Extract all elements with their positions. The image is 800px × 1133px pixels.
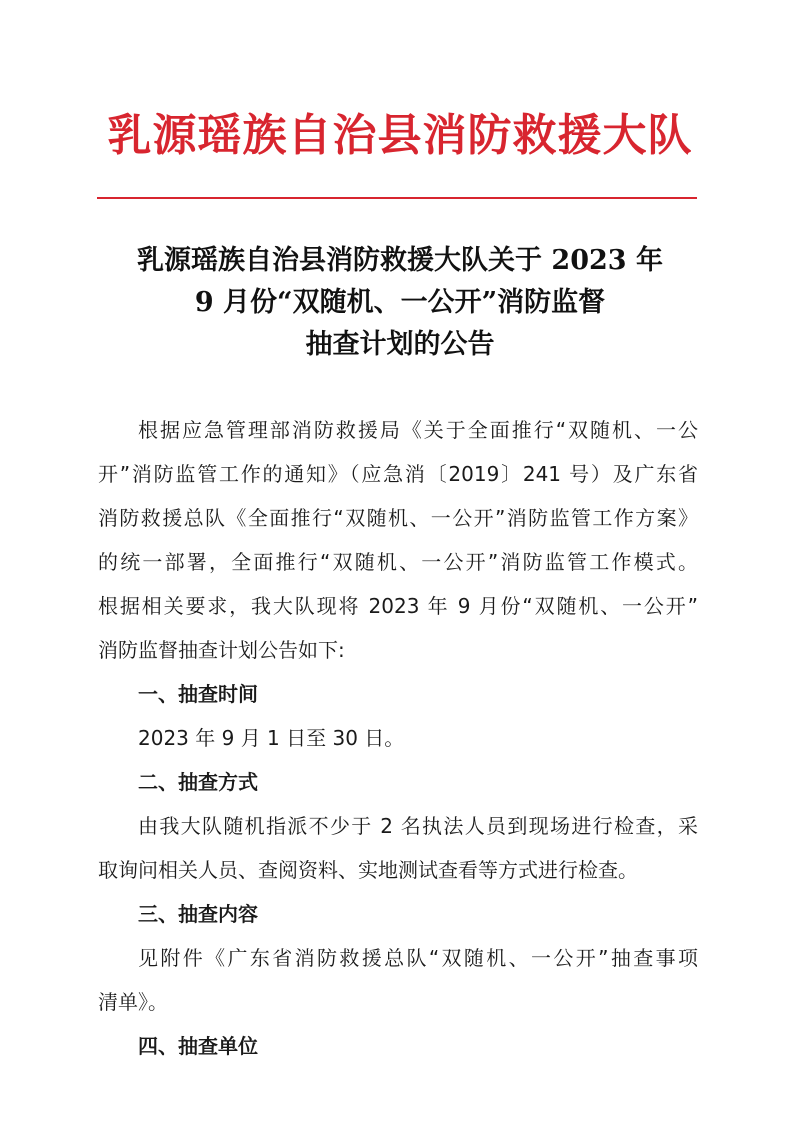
paragraph-1-line-2: 开”消防监管工作的通知》（应急消〔2019〕241 号）及广东省	[98, 462, 698, 486]
title-line-2: 9 月份“双随机、一公开”消防监督	[194, 287, 606, 318]
paragraph-1-line-5: 根据相关要求，我大队现将 2023 年 9 月份“双随机、一公开”	[98, 594, 698, 618]
section-4-heading: 四、抽查单位	[138, 1034, 258, 1058]
title-line-1: 乳源瑶族自治县消防救援大队关于 2023 年	[137, 245, 663, 276]
section-2-text-line-2: 取询问相关人员、查阅资料、实地测试查看等方式进行检查。	[98, 858, 638, 882]
paragraph-1-line-1: 根据应急管理部消防救援局《关于全面推行“双随机、一公	[138, 418, 698, 442]
paragraph-1-line-3: 消防救援总队《全面推行“双随机、一公开”消防监管工作方案》	[98, 506, 698, 530]
document-body	[98, 408, 698, 1068]
paragraph-1-line-4: 的统一部署，全面推行“双随机、一公开”消防监管工作模式。	[98, 550, 698, 574]
section-1-heading: 一、抽查时间	[138, 682, 258, 706]
section-2-text-line-1: 由我大队随机指派不少于 2 名执法人员到现场进行检查，采	[138, 814, 698, 838]
red-divider-rule	[97, 197, 697, 199]
title-line-3: 抽查计划的公告	[305, 329, 495, 360]
section-1-text: 2023 年 9 月 1 日至 30 日。	[138, 726, 405, 750]
document-title	[0, 240, 800, 366]
paragraph-1-line-6: 消防监督抽查计划公告如下:	[98, 638, 345, 662]
section-2-heading: 二、抽查方式	[138, 770, 258, 794]
issuing-authority-header: 乳源瑶族自治县消防救援大队	[107, 110, 693, 161]
section-3-heading: 三、抽查内容	[138, 902, 258, 926]
section-3-text-line-2: 清单》。	[98, 990, 168, 1014]
section-3-text-line-1: 见附件《广东省消防救援总队“双随机、一公开”抽查事项	[138, 946, 698, 970]
